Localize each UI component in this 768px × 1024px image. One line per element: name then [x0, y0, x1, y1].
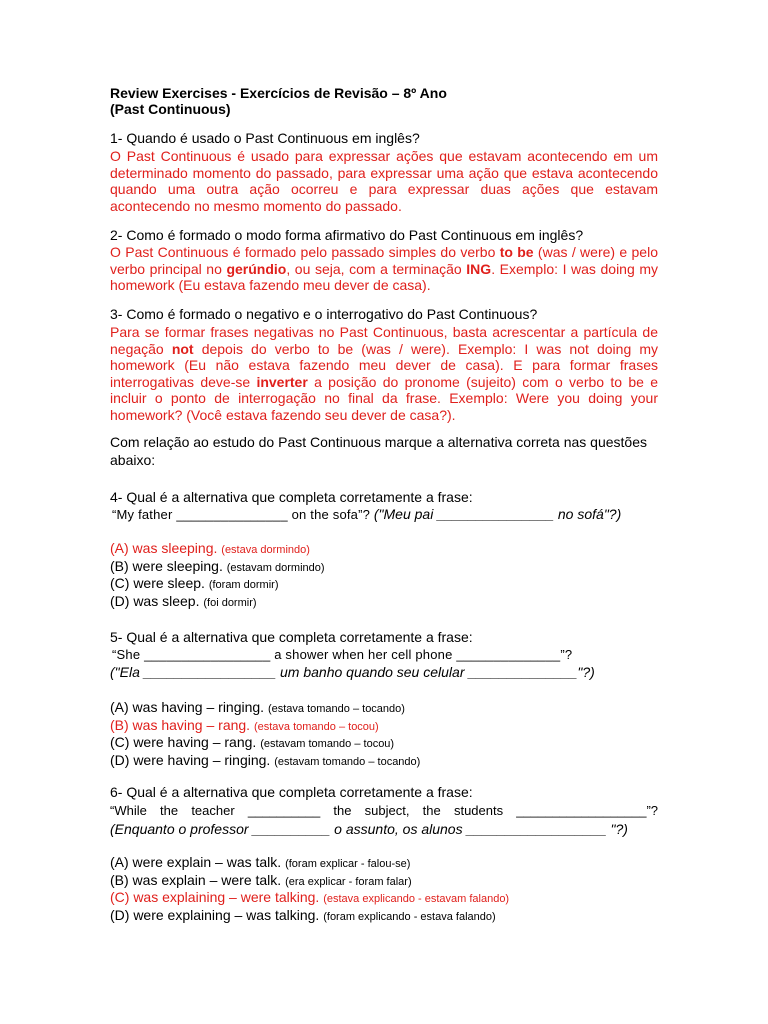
q4-option: [110, 540, 310, 559]
option-translation: (estavam dormindo): [226, 561, 325, 574]
answer-1: O Past Continuous é usado para expressar ações que estavam acontecendo em um determinado momento do passado, para expressar uma ação que estava acontecendo quando uma outra ação ocorreu e para expressar duas ações que estavam acontecendo no mesmo momento do passado.: [110, 148, 658, 214]
q6-option: [110, 889, 509, 908]
option-translation: (estavam tomando – tocou): [260, 738, 395, 751]
question-6: 6- Qual é a alternativa que completa corretamente a frase:: [110, 784, 473, 800]
option-text: (D) were explaining – was talking.: [110, 907, 324, 924]
option-text: (A) was having – ringing.: [110, 699, 268, 715]
option-text: (C) were having – rang.: [110, 734, 261, 751]
option-translation: (foram dormir): [208, 579, 279, 592]
q5-option: [110, 699, 405, 718]
option-translation: (estava tomando – tocou): [253, 720, 379, 733]
question-5-translation: ("Ela _________________ um banho quando seu celular ______________"?): [110, 664, 595, 680]
option-text: (A) was sleeping.: [110, 540, 222, 556]
option-translation: (estavam tomando – tocando): [274, 756, 421, 769]
q4-option: [110, 575, 278, 594]
question-3: 3- Como é formado o negativo e o interrogativo do Past Continuous?: [110, 306, 538, 322]
option-translation: (estava tomando – tocando): [267, 703, 405, 715]
q5-option: [110, 717, 379, 736]
question-4-sentence: “My father _______________ on the sofa”? ("Meu pai _______________ no sofá"?): [112, 506, 622, 522]
answer-3: Para se formar frases negativas no Past Continuous, basta acrescentar a partícula de negação not depois do verbo to be (was / were). Exemplo: I was not doing my homework (Eu não estava fazendo meu dever de casa). E para formar frases interrogativas deve-se inverter a posição do pronome (sujeito) com o verbo to be e incluir o ponto de interrogação no final da frase. Exemplo: Were you doing your homework? (Você estava fazendo seu dever de casa?).: [110, 324, 659, 423]
question-6-translation: (Enquanto o professor __________ o assunto, os alunos __________________ "?): [110, 821, 628, 837]
question-4: 4- Qual é a alternativa que completa corretamente a frase:: [110, 489, 473, 505]
option-text: (B) was having – rang.: [110, 716, 254, 733]
q5-option: [110, 734, 394, 753]
option-text: (C) was explaining – were talking.: [110, 889, 324, 906]
page-title: Review Exercises - Exercícios de Revisão – 8º Ano: [110, 85, 447, 101]
option-text: (B) was explain – were talk.: [110, 871, 286, 888]
option-translation: (foram explicando - estava falando): [323, 911, 496, 924]
question-5-sentence: “She _________________ a shower when her cell phone ______________”?: [112, 647, 573, 662]
question-2: 2- Como é formado o modo forma afirmativo do Past Continuous em inglês?: [110, 227, 584, 243]
option-text: (C) were sleep.: [110, 575, 209, 592]
q6-option: [110, 854, 410, 873]
option-translation: (estava dormindo): [221, 544, 310, 556]
q4-option: [110, 558, 325, 577]
option-text: (B) were sleeping.: [110, 557, 227, 574]
option-translation: (era explicar - foram falar): [285, 875, 412, 888]
option-text: (D) were having – ringing.: [110, 752, 275, 769]
question-1: 1- Quando é usado o Past Continuous em inglês?: [110, 130, 420, 146]
q6-option: [110, 872, 412, 891]
q4-option: [110, 593, 257, 612]
instructions: Com relação ao estudo do Past Continuous marque a alternativa correta nas questões abaixo:: [110, 434, 647, 468]
question-6-sentence: “While the teacher __________ the subject, the students __________________”?: [110, 803, 658, 818]
q5-option: [110, 752, 420, 771]
option-translation: (foram explicar - falou-se): [285, 858, 411, 870]
q6-option: [110, 907, 496, 926]
option-translation: (estava explicando - estavam falando): [323, 893, 510, 906]
question-5: 5- Qual é a alternativa que completa corretamente a frase:: [110, 629, 473, 645]
option-translation: (foi dormir): [203, 597, 257, 610]
answer-2: O Past Continuous é formado pelo passado simples do verbo to be (was / were) e pelo verbo principal no gerúndio, ou seja, com a terminação ING. Exemplo: I was doing my homework (Eu estava fazendo meu dever de casa).: [110, 244, 658, 293]
option-text: (D) was sleep.: [110, 593, 204, 610]
option-text: (A) were explain – was talk.: [110, 854, 286, 870]
page-subtitle: (Past Continuous): [110, 101, 231, 117]
